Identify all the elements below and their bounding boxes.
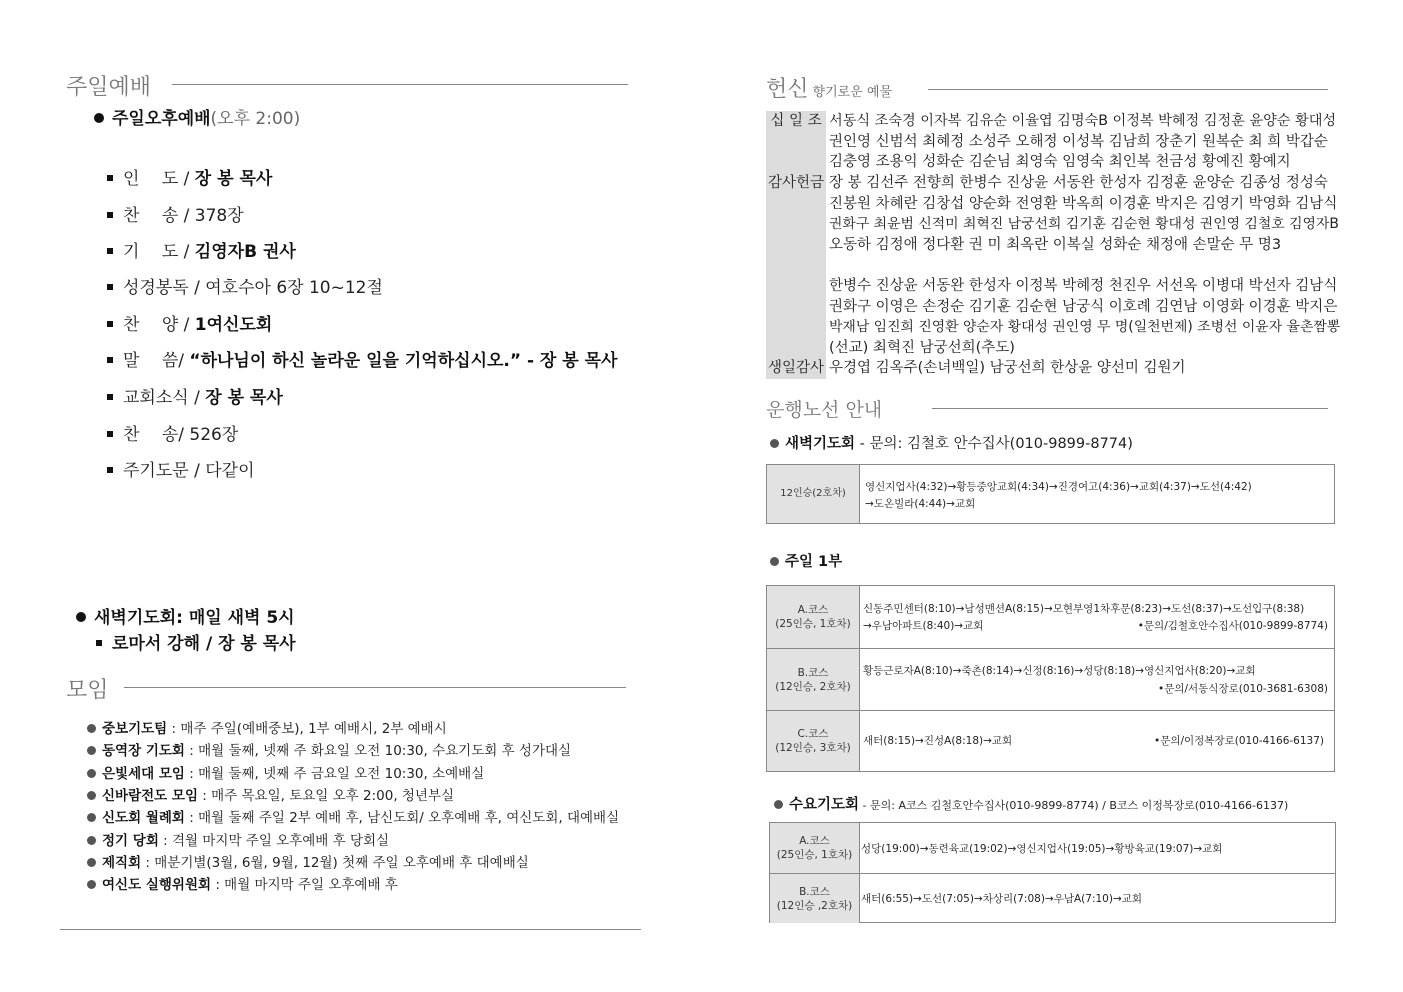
- route-inquiry: •문의/서동식장로(010-3681-6308): [1158, 683, 1328, 695]
- order-item-separator: /: [178, 315, 195, 335]
- order-item-label: 기 도: [123, 242, 179, 262]
- bullet-icon: [87, 746, 96, 755]
- table-row: [767, 586, 1334, 648]
- offering-line: (선교) 최혁진 남궁선희(추도): [829, 339, 1015, 356]
- offering-line: 김충영 조용익 성화순 김순님 최영숙 임영숙 최인복 천금성 황예진 황예지: [829, 154, 1291, 171]
- offering-label: 생일감사: [766, 358, 826, 379]
- bullet-icon: [87, 724, 96, 733]
- square-bullet-icon: [107, 175, 113, 181]
- bullet-icon: [76, 612, 86, 622]
- order-item-value: 378장: [194, 206, 244, 226]
- afternoon-service-time: (오후 2:00): [210, 109, 301, 129]
- order-item-label: 찬 송: [123, 206, 179, 226]
- order-item-label: 성경봉독: [123, 278, 189, 298]
- order-item: [107, 164, 272, 189]
- meeting-desc: : 매주 주일(예배중보), 1부 예배시, 2부 예배시: [167, 721, 447, 737]
- order-item-separator: /: [188, 388, 206, 408]
- dawn-prayer-heading: [76, 603, 295, 628]
- order-item-label: 주기도문: [123, 461, 189, 481]
- dawn-bus-table: [766, 464, 1335, 524]
- route-text: 새터(8:15)→진성A(8:18)→교회: [863, 735, 1013, 747]
- route-text: 새터(6:55)→도선(7:05)→차상리(7:08)→우남A(7:10)→교회: [861, 893, 1143, 905]
- wed-bus-contact: - 문의: A코스 김철호안수집사(010-9899-8774) / B코스 이정복장로(010-4166-6137): [859, 799, 1289, 812]
- bullet-icon: [770, 439, 779, 448]
- square-bullet-icon: [107, 357, 113, 363]
- offering-line: 오동하 김정애 정다환 권 미 최옥란 이복실 성화순 채정애 손말순 무 명3: [829, 236, 1282, 253]
- meeting-desc: : 매월 마지막 주일 오후예배 후: [211, 877, 398, 893]
- offering-line: 권화구 이영은 손정순 김기훈 김순현 남궁식 이호례 김연남 이영화 이경훈 박지은: [829, 298, 1338, 315]
- offering-title: [766, 72, 892, 103]
- order-item-value: 장 봉 목사: [194, 169, 273, 189]
- meeting-name: 동역장 기도회: [102, 743, 185, 759]
- divider: [928, 89, 1328, 90]
- dawn-bus-heading: [770, 432, 1133, 453]
- table-row: [770, 823, 1335, 873]
- bullet-icon: [87, 880, 96, 889]
- square-bullet-icon: [107, 284, 113, 290]
- square-bullet-icon: [107, 394, 113, 400]
- meeting-name: 정기 당회: [102, 833, 159, 849]
- order-item-separator: /: [178, 351, 190, 371]
- meeting-desc: : 매월 둘째, 넷째 주 금요일 오전 10:30, 소예배실: [184, 766, 485, 782]
- route-text: →도온빌라(4:44)→교회: [865, 498, 976, 510]
- meeting-name: 신바람전도 모임: [102, 788, 198, 804]
- meeting-desc: : 매월 둘째 주일 2부 예배 후, 남신도회/ 오후예배 후, 여신도회, 대예배실: [184, 810, 620, 826]
- divider: [124, 687, 626, 688]
- meeting-desc: : 매월 둘째, 넷째 주 화요일 오전 10:30, 수요기도회 후 성가대실: [184, 743, 572, 759]
- meeting-item: [87, 717, 447, 737]
- table-row: [767, 465, 1334, 523]
- bullet-icon: [87, 813, 96, 822]
- order-item-value: 다같이: [205, 461, 255, 481]
- square-bullet-icon: [107, 321, 113, 327]
- offering-line: 박재남 임진희 진영환 양순자 황대성 권인영 무 명(일천번제) 조병선 이윤자 율촌짬뽕: [829, 319, 1341, 336]
- route-label: B.코스 (12인승, 2호차): [767, 649, 860, 711]
- order-item: [107, 383, 283, 408]
- route-text: 신동주민센터(8:10)→남성맨션A(8:15)→모현부영1차후문(8:23)→도선(8:37)→도선입구(8:38): [863, 603, 1305, 615]
- order-item-separator: /: [188, 461, 206, 481]
- order-item-label: 찬 송: [123, 425, 179, 445]
- meeting-desc: : 매주 목요일, 토요일 오후 2:00, 청년부실: [198, 788, 455, 804]
- route-text: 성당(19:00)→동련육교(19:02)→영신지업사(19:05)→황방육교(19:07)→교회: [861, 843, 1223, 855]
- square-bullet-icon: [107, 212, 113, 218]
- order-item-value: 여호수아 6장 10~12절: [205, 278, 383, 298]
- bullet-icon: [87, 858, 96, 867]
- sunday-bus-table: [766, 585, 1335, 772]
- order-item-label: 찬 양: [123, 315, 179, 335]
- offering-line: 권인영 신범석 최혜정 소성주 오해정 이성복 김남희 장춘기 원복순 최 희 박갑순: [829, 133, 1328, 150]
- meeting-name: 신도회 월례회: [102, 810, 185, 826]
- order-item-separator: /: [178, 242, 195, 262]
- order-item: [107, 201, 244, 226]
- route-text: →우남아파트(8:40)→교회: [863, 620, 984, 632]
- route-label: B.코스 (12인승 ,2호차): [770, 874, 860, 923]
- offering-line: 한병수 진상윤 서동완 한성자 이정복 박혜정 천진우 서선옥 이병대 박선자 김남식: [829, 277, 1338, 294]
- order-item-label: 인 도: [123, 169, 179, 189]
- offering-names: [829, 111, 1344, 173]
- order-item-value: 1여신도회: [194, 315, 273, 335]
- table-row: [767, 648, 1334, 711]
- meeting-item: [87, 806, 619, 826]
- route-inquiry: •문의/이정복장로(010-4166-6137): [1154, 735, 1324, 747]
- divider: [932, 408, 1328, 409]
- bullet-icon: [774, 800, 783, 809]
- offering-subtitle: 향기로운 예물: [812, 85, 892, 100]
- route-label: C.코스 (12인승, 3호차): [767, 711, 860, 771]
- sunday-bus-title: 주일 1부: [785, 554, 843, 570]
- order-item: [107, 310, 272, 335]
- order-item-value: “하나님이 하신 놀라운 일을 기억하십시오.” - 장 봉 목사: [189, 351, 618, 371]
- bullet-icon: [87, 791, 96, 800]
- afternoon-service-label: 주일오후예배: [112, 109, 211, 129]
- offering-line: 서동식 조숙경 이자복 김유순 이율엽 김명숙B 이정복 박혜정 김정훈 윤양순 황대성: [829, 113, 1337, 129]
- meeting-item: [87, 739, 571, 759]
- table-row: [767, 710, 1334, 771]
- meeting-desc: : 매분기별(3월, 6월, 9월, 12월) 첫째 주일 오후예배 후 대예배실: [141, 855, 529, 871]
- meeting-item: [87, 873, 398, 893]
- meeting-name: 은빛세대 모임: [102, 766, 185, 782]
- offering-label: 십 일 조: [766, 111, 826, 173]
- dawn-prayer-sub-label: 로마서 강해 / 장 봉 목사: [112, 634, 296, 654]
- square-bullet-icon: [96, 640, 102, 646]
- meeting-item: [87, 851, 529, 871]
- bullet-icon: [87, 836, 96, 845]
- offering-title-text: 헌신: [766, 77, 809, 102]
- route-label: A.코스 (25인승, 1호차): [770, 823, 860, 873]
- wed-bus-table: [769, 822, 1336, 923]
- offering-label: 감사헌금: [766, 173, 826, 358]
- sunday-worship-title: 주일예배: [66, 75, 152, 100]
- offering-line: [829, 255, 1344, 276]
- route-label: A.코스 (25인승, 1호차): [767, 586, 860, 648]
- order-item-value: 526장: [189, 425, 239, 445]
- offering-line: 권화구 최윤범 신적미 최혁진 남궁선희 김기훈 김순현 황대성 권인영 김철호 김영자B: [829, 216, 1339, 233]
- order-item: [107, 237, 296, 262]
- offering-names: [829, 173, 1344, 358]
- offering-group: [766, 173, 1340, 358]
- route-text: 영신지업사(4:32)→황등중앙교회(4:34)→진경여고(4:36)→교회(4:37)→도선(4:42): [865, 481, 1252, 493]
- meeting-name: 중보기도팀: [102, 721, 168, 737]
- meeting-desc: : 격월 마지막 주일 오후예배 후 당회실: [158, 833, 390, 849]
- meeting-name: 여신도 실행위원회: [102, 877, 212, 893]
- order-item-separator: /: [178, 425, 190, 445]
- order-item-separator: /: [178, 206, 195, 226]
- wed-bus-heading: [774, 793, 1288, 814]
- route-label: 12인승(2호차): [767, 465, 860, 523]
- bullet-icon: [87, 769, 96, 778]
- order-item-separator: /: [188, 278, 206, 298]
- meeting-item: [87, 829, 389, 849]
- wed-bus-title: 수요기도회: [789, 797, 860, 813]
- table-row: [770, 873, 1335, 923]
- meeting-item: [87, 784, 454, 804]
- route-text: 황등근로자A(8:10)→죽촌(8:14)→신정(8:16)→성당(8:18)→영신지업사(8:20)→교회: [863, 665, 1256, 677]
- meeting-title: 모임: [66, 678, 109, 703]
- offering-group: [766, 358, 1340, 379]
- meeting-item: [87, 762, 484, 782]
- square-bullet-icon: [107, 467, 113, 473]
- square-bullet-icon: [107, 431, 113, 437]
- route-title: 운행노선 안내: [766, 399, 883, 421]
- dawn-prayer-sub: [96, 629, 296, 654]
- order-item-label: 교회소식: [123, 388, 189, 408]
- order-item: [107, 346, 617, 371]
- afternoon-service-heading: [94, 104, 300, 129]
- meeting-name: 제직회: [102, 855, 142, 871]
- offering-line: 진봉원 차혜란 김창섭 양순화 전영환 박옥희 이경훈 박지은 김영기 박영화 김남식: [829, 195, 1338, 212]
- order-item-label: 말 씀: [123, 351, 179, 371]
- route-inquiry: •문의/김철호안수집사(010-9899-8774): [1137, 620, 1328, 632]
- footer-divider: [60, 929, 641, 930]
- offering-group: [766, 111, 1340, 173]
- order-item: [107, 456, 255, 481]
- offering-line: 우경엽 김옥주(손녀백일) 남궁선희 한상윤 양선미 김원기: [829, 360, 1186, 376]
- bullet-icon: [770, 557, 779, 566]
- bullet-icon: [94, 113, 104, 123]
- order-item: [107, 273, 383, 298]
- order-item-value: 김영자B 권사: [194, 242, 296, 262]
- order-item-separator: /: [178, 169, 195, 189]
- order-item: [107, 420, 238, 445]
- order-item-value: 장 봉 목사: [205, 388, 283, 408]
- offering-names: [829, 358, 1344, 379]
- square-bullet-icon: [107, 248, 113, 254]
- sunday-bus-heading: [770, 550, 842, 571]
- dawn-prayer-label: 새벽기도회: 매일 새벽 5시: [94, 608, 295, 628]
- offering-line: 장 봉 김선주 전향희 한병수 진상윤 서동완 한성자 김정훈 윤양순 김종성 정성숙: [829, 175, 1328, 191]
- dawn-bus-title: 새벽기도회: [785, 436, 856, 452]
- dawn-bus-contact: - 문의: 김철호 안수집사(010-9899-8774): [855, 436, 1133, 452]
- divider: [172, 84, 628, 85]
